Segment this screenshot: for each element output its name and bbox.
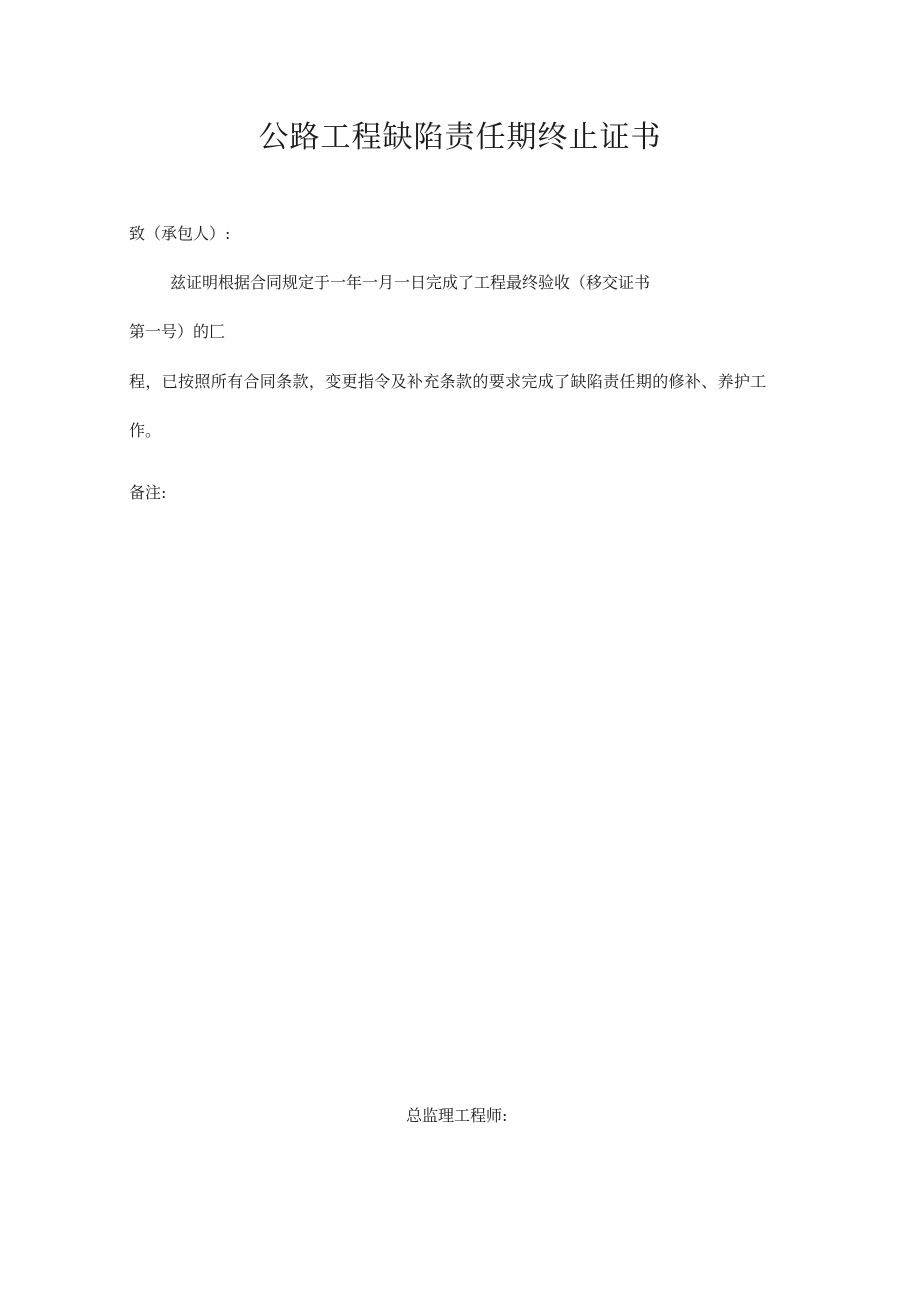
- addressee-line: 致（承包人）:: [129, 224, 231, 243]
- body-line-2: 第一号）的匚: [129, 322, 226, 341]
- chief-engineer-signature-label: 总监理工程师:: [406, 1106, 508, 1125]
- body-line-1: 兹证明根据合同规定于一年一月一日完成了工程最终验收（移交证书: [170, 273, 651, 292]
- remarks-label: 备注:: [129, 483, 167, 502]
- body-line-4: 作。: [129, 421, 162, 440]
- body-line-3: 程，已按照所有合同条款，变更指令及补充条款的要求完成了缺陷责任期的修补、养护工: [129, 372, 767, 391]
- document-title: 公路工程缺陷责任期终止证书: [258, 120, 662, 155]
